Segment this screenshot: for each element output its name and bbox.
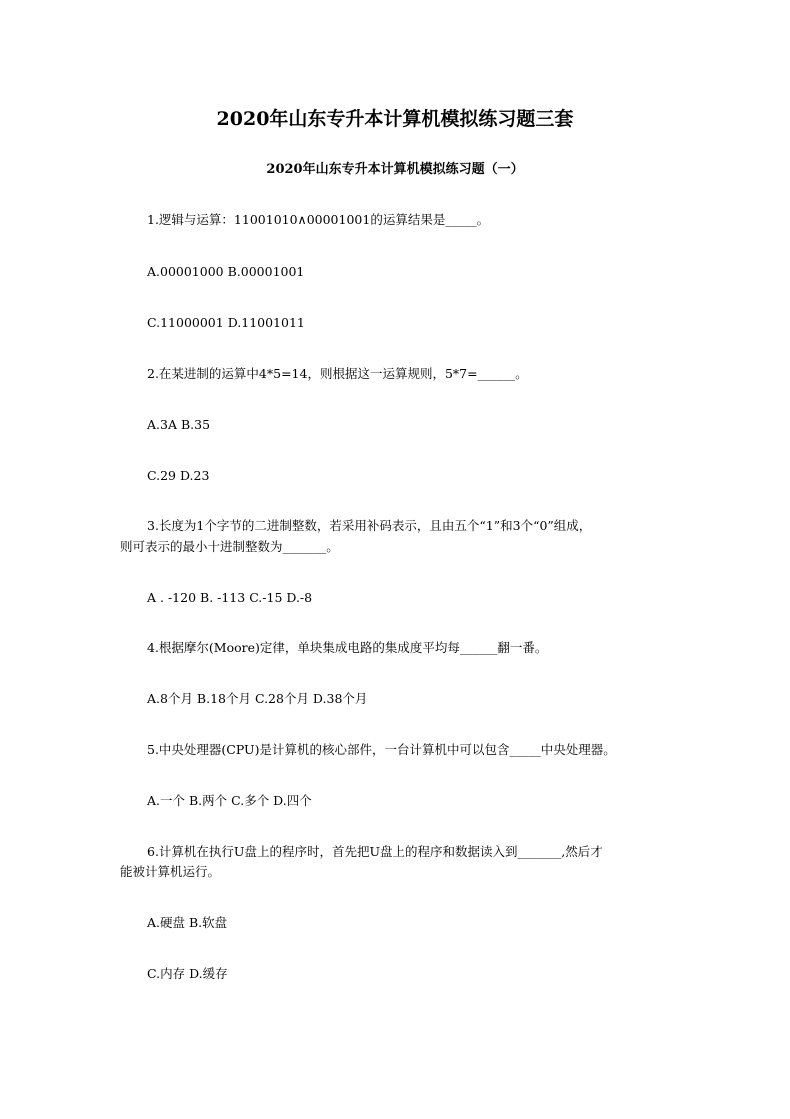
question-6-options-c-d: C.内存 D.缓存 [147, 966, 228, 981]
question-5-options: A.一个 B.两个 C.多个 D.四个 [147, 793, 312, 808]
page-title: 2020年山东专升本计算机模拟练习题三套 [216, 108, 574, 130]
question-1-options-c-d: C.11000001 D.11001011 [147, 315, 305, 330]
question-3-options: A . -120 B. -113 C.-15 D.-8 [147, 590, 313, 605]
question-4-options: A.8个月 B.18个月 C.28个月 D.38个月 [147, 691, 368, 706]
question-6-options-a-b: A.硬盘 B.软盘 [147, 915, 228, 930]
question-1-stem: 1.逻辑与运算：11001010∧00001001的运算结果是_____。 [147, 212, 490, 227]
question-6-stem-line-2: 能被计算机运行。 [120, 864, 221, 879]
question-5-stem: 5.中央处理器(CPU)是计算机的核心部件，一台计算机中可以包含_____中央处理器。 [147, 742, 616, 757]
question-2-options-c-d: C.29 D.23 [147, 468, 210, 483]
question-2-stem: 2.在某进制的运算中4*5=14，则根据这一运算规则，5*7=______。 [147, 366, 528, 381]
question-6-stem-line-1: 6.计算机在执行U盘上的程序时，首先把U盘上的程序和数据读入到_______,然后才 [147, 844, 603, 859]
question-1-options-a-b: A.00001000 B.00001001 [147, 264, 305, 279]
question-4-stem: 4.根据摩尔(Moore)定律，单块集成电路的集成度平均每______翻一番。 [147, 640, 548, 655]
question-2-options-a-b: A.3A B.35 [147, 417, 211, 432]
question-3-stem-line-2: 则可表示的最小十进制整数为_______。 [120, 539, 339, 554]
section-title: 2020年山东专升本计算机模拟练习题（一） [266, 162, 524, 177]
question-3-stem-line-1: 3.长度为1个字节的二进制整数，若采用补码表示，且由五个“1”和3个“0”组成， [147, 518, 592, 533]
